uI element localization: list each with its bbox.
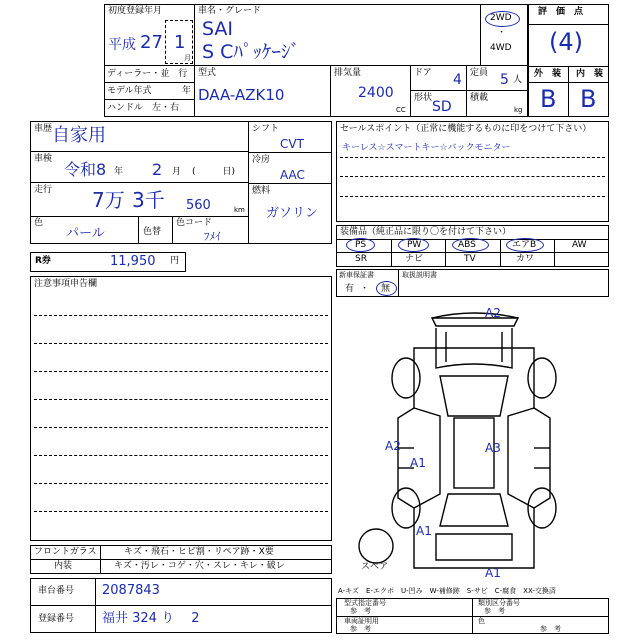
damage-mark-left-door: A1 (410, 456, 426, 470)
equipment-label: 装備品（純正品に限り〇を付けて下さい） (340, 227, 512, 237)
shape-value: SD (432, 99, 452, 115)
color-value: パール (66, 226, 105, 241)
inspection-day: ( 日) (192, 167, 236, 177)
dealer-label: ディーラー・並 行 (107, 69, 188, 79)
fuel-label: 燃料 (252, 186, 271, 196)
ac-label: 冷房 (252, 155, 271, 165)
shape-label: 形状 (414, 93, 433, 103)
car-name-label: 車名・グレード (198, 6, 262, 16)
reg-label: 登録番号 (38, 614, 75, 624)
spare-label: スペア (361, 562, 389, 572)
warranty-dot: ・ (360, 284, 370, 294)
ac-value: AAC (280, 168, 305, 182)
color-code-label: 色コード (176, 218, 213, 228)
drive-4wd: 4WD (490, 43, 512, 53)
first-reg-month: 1 (174, 32, 186, 53)
km-unit: km (234, 206, 245, 214)
inspection-label: 車検 (34, 154, 53, 164)
eval-label: 評 価 点 (538, 7, 584, 17)
shift-value: CVT (280, 137, 304, 151)
chassis-value: 2087843 (102, 583, 160, 598)
capacity-value: 5 (500, 72, 509, 88)
equip-leather: カワ (516, 254, 535, 264)
interior-grade: B (580, 85, 597, 113)
mileage-rest: 560 (186, 198, 211, 213)
damage-legend: A-キズ E-エクボ U-凹み W-補修跡 S-サビ C-腐食 XX-交換済 (338, 587, 556, 595)
inspection-month: 2 (152, 160, 163, 179)
bottom-color-label: 色 (478, 617, 485, 625)
equip-ps: PS (355, 240, 367, 250)
sales-point-text: キーレス☆スマートキー☆バックモニター (342, 143, 511, 153)
front-glass-value: キズ・飛石・ヒビ割・リペア跡・X要 (124, 547, 274, 557)
chassis-label: 車台番号 (38, 586, 75, 596)
recycle-value: 11,950 (110, 254, 156, 269)
interior-label: 内 装 (576, 69, 604, 79)
fuel-value: ガソリン (266, 206, 319, 221)
mileage-label: 走行 (34, 185, 53, 195)
sales-point-label: セールスポイント（正常に機能するものに印をつけて下さい） (340, 124, 592, 134)
color-change-label: 色替 (143, 227, 162, 237)
ref1: 参 考 (350, 607, 371, 615)
drive-2wd: 2WD (490, 13, 512, 23)
recycle-box (30, 252, 186, 272)
grade-value: S Cﾊﾟｯｹｰｼﾞ (202, 41, 300, 63)
equip-abs: ABS (458, 240, 476, 250)
recycle-yen: 円 (170, 256, 180, 266)
color-label: 色 (34, 218, 44, 228)
manual-label: 取扱説明書 (402, 271, 437, 279)
damage-mark-left-rear: A1 (416, 524, 432, 538)
interior-cond-value: キズ・汚レ・コゲ・穴・スレ・キレ・破レ (114, 561, 285, 571)
car-damage-diagram (336, 298, 609, 593)
equip-airbag: エアB (512, 240, 537, 250)
drive-dot: ・ (497, 28, 507, 38)
ps-circle (346, 238, 375, 252)
vehicle-id-label: 車両証明用 (344, 617, 379, 625)
damage-mark-rear: A1 (485, 566, 501, 580)
sales-point-box (336, 121, 609, 222)
load-label: 積載 (470, 93, 489, 103)
handle-label: ハンドル 左・右 (107, 103, 180, 113)
notes-label: 注意事項申告欄 (34, 279, 98, 289)
capacity-label: 定員 (470, 68, 489, 78)
ref3: 参 考 (350, 625, 371, 633)
damage-mark-left-front: A2 (385, 439, 401, 453)
warranty-no-circle (376, 281, 397, 296)
ref4: 参 考 (540, 625, 561, 633)
color-code-value: ﾌﾒｲ (204, 230, 221, 243)
car-name-value: SAI (202, 18, 234, 40)
model-year-label: モデル年式 (107, 86, 152, 96)
shift-label: シフト (252, 124, 280, 134)
first-reg-era: 平成 (108, 37, 136, 53)
exterior-label: 外 装 (534, 69, 562, 79)
inspection-year-unit: 年 (114, 167, 124, 177)
mileage-sen: 3千 (132, 188, 165, 212)
type-label: 型式 (198, 68, 217, 78)
first-reg-year: 27 (140, 32, 163, 53)
eval-score: (4) (549, 28, 583, 56)
pw-circle (398, 238, 429, 252)
usage-label: 車歴 (34, 124, 53, 134)
type-spec-label: 型式指定番号 (344, 599, 386, 607)
door-value: 4 (453, 72, 462, 88)
displacement-label: 排気量 (334, 68, 362, 78)
damage-mark-front: A2 (485, 306, 501, 320)
abs-circle (452, 238, 489, 252)
equip-sr: SR (355, 254, 367, 264)
equip-aw: AW (572, 240, 587, 250)
inspection-month-unit: 月 (172, 167, 182, 177)
exterior-grade: B (540, 85, 557, 113)
category-label: 類別区分番号 (478, 599, 520, 607)
warranty-yes: 有 (345, 284, 355, 294)
cc-unit: CC (396, 106, 406, 114)
kg-unit: kg (514, 106, 523, 114)
displacement-value: 2400 (358, 85, 394, 101)
door-label: ドア (414, 68, 432, 78)
warranty-no: 無 (381, 284, 391, 294)
front-glass-label: フロントガラス (34, 547, 97, 557)
warranty-label: 新車保証書 (339, 271, 374, 279)
reg-value: 福井 324 り 2 (102, 611, 200, 626)
capacity-unit: 人 (513, 75, 523, 85)
first-reg-label: 初度登録年月 (108, 6, 163, 16)
ref2: 参 考 (484, 607, 505, 615)
equip-navi: ナビ (405, 254, 424, 264)
usage-value: 自家用 (52, 125, 106, 146)
damage-mark-roof: A3 (485, 441, 501, 455)
inspection-era: 令和8 (64, 160, 107, 179)
mileage-man: 7万 (92, 188, 125, 212)
interior-cond-label: 内装 (54, 561, 73, 571)
airbag-circle (506, 238, 544, 252)
equip-pw: PW (407, 240, 422, 250)
model-year-unit: 年 (182, 86, 192, 96)
month-unit: 月 (184, 54, 191, 62)
equip-tv: TV (464, 254, 476, 264)
recycle-label: R券 (35, 256, 51, 266)
type-value: DAA-AZK10 (198, 86, 285, 104)
